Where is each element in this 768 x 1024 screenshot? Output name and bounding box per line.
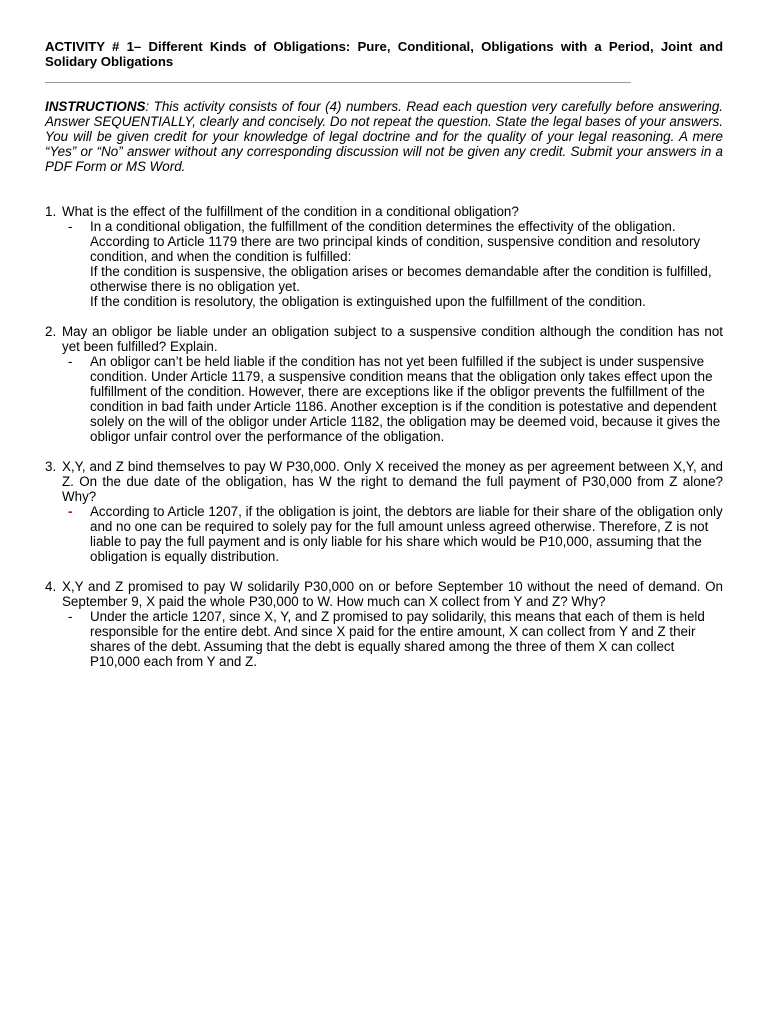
question-item-3	[45, 459, 723, 564]
question-item-2	[45, 324, 723, 444]
answer-paragraph: In a conditional obligation, the fulfillment of the condition determines the effectivity of the obligation. According to Article 1179 there are two principal kinds of condition, suspensive condition and resolutory condition, and when the condition is fulfilled:	[90, 219, 701, 264]
answer-paragraph: If the condition is suspensive, the obligation arises or becomes demandable after the condition is fulfilled, otherwise there is no obligation yet.	[90, 264, 712, 294]
answer-text	[90, 609, 723, 669]
answer-list	[45, 219, 723, 309]
question-text: What is the effect of the fulfillment of the condition in a conditional obligation?	[62, 204, 519, 219]
activity-title: ACTIVITY # 1– Different Kinds of Obligations: Pure, Conditional, Obligations with a Period, Joint and Solidary Obligations	[45, 39, 723, 69]
question-1	[45, 204, 723, 219]
title-divider	[45, 82, 631, 83]
answer-item	[45, 504, 723, 564]
instructions-paragraph	[45, 99, 723, 174]
question-text: X,Y, and Z bind themselves to pay W P30,000. Only X received the money as per agreement between X,Y, and Z. On the due date of the obligation, has W the right to demand the full payment of P30,000 from Z alone? Why?	[62, 459, 723, 504]
question-number: 2.	[45, 324, 57, 339]
question-text: May an obligor be liable under an obligation subject to a suspensive condition although the condition has not yet been fulfilled? Explain.	[62, 324, 723, 354]
question-number: 1.	[45, 204, 57, 219]
answer-item	[45, 354, 723, 444]
dash-bullet: -	[68, 609, 73, 624]
answer-list	[45, 504, 723, 564]
answer-paragraph: Under the article 1207, since X, Y, and Z promised to pay solidarily, this means that each of them is held responsible for the entire debt. And since X paid for the entire amount, X can collect from Y and Z their shares of the debt. Assuming that the debt is equally shared among the three of them X can collect P10,000 each from Y and Z.	[90, 609, 705, 669]
red-dash-bullet: -	[68, 504, 73, 519]
question-item-4	[45, 579, 723, 669]
question-2	[45, 324, 723, 354]
document-page	[45, 39, 723, 684]
instructions-text: : This activity consists of four (4) numbers. Read each question very carefully before answering. Answer SEQUENTIALLY, clearly and concisely. Do not repeat the question. State the legal bases of your answers. You will be given credit for your knowledge of legal doctrine and for the quality of your legal reasoning. A mere “Yes” or “No” answer without any corresponding discussion will not be given any credit. Submit your answers in a PDF Form or MS Word.	[45, 99, 723, 174]
answer-text	[90, 219, 723, 309]
answer-paragraph: An obligor can’t be held liable if the condition has not yet been fulfilled if the subject is under suspensive condition. Under Article 1179, a suspensive condition means that the obligation only takes effect upon the fulfillment of the condition. However, there are exceptions like if the obligor prevents the fulfillment of the condition in bad faith under Article 1186. Another exception is if the condition is potestative and dependent solely on the will of the obligor under Article 1182, the obligation may be deemed void, because it gives the obligor unfair control over the performance of the obligation.	[90, 354, 721, 444]
question-text: X,Y and Z promised to pay W solidarily P30,000 on or before September 10 without the need of demand. On September 9, X paid the whole P30,000 to W. How much can X collect from Y and Z? Why?	[62, 579, 723, 609]
question-item-1	[45, 204, 723, 309]
answer-item	[45, 609, 723, 669]
question-4	[45, 579, 723, 609]
answer-paragraph: According to Article 1207, if the obligation is joint, the debtors are liable for their share of the obligation only and no one can be required to solely pay for the full amount unless agreed otherwise. Therefore, Z is not liable to pay the full payment and is only liable for his share which would be P10,000, assuming that the obligation is equally distribution.	[90, 504, 723, 564]
question-list	[45, 204, 723, 669]
question-number: 3.	[45, 459, 57, 474]
question-number: 4.	[45, 579, 57, 594]
dash-bullet: -	[68, 354, 73, 369]
dash-bullet: -	[68, 219, 73, 234]
answer-item	[45, 219, 723, 309]
answer-text	[90, 354, 723, 444]
answer-list	[45, 354, 723, 444]
answer-list	[45, 609, 723, 669]
answer-text	[90, 504, 723, 564]
answer-paragraph: If the condition is resolutory, the obligation is extinguished upon the fulfillment of the condition.	[90, 294, 646, 309]
question-3	[45, 459, 723, 504]
instructions-label: INSTRUCTIONS	[45, 99, 146, 114]
